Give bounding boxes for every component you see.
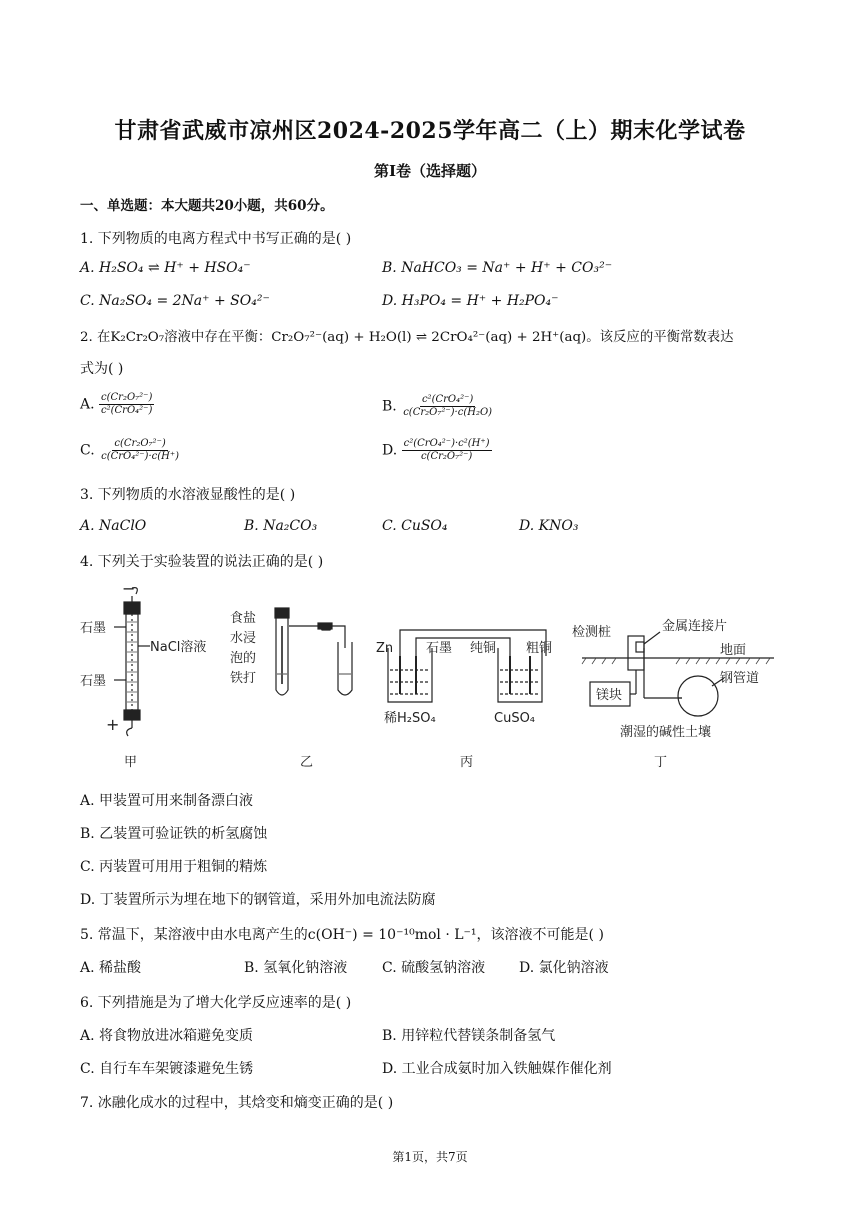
bing-zn-label: Zn — [376, 641, 394, 656]
page-footer: 第1页，共7页 — [392, 1150, 468, 1164]
option-c-denominator: c(CrO₄²⁻)·c(H⁺) — [101, 451, 180, 462]
option-d-label: D. — [382, 442, 398, 459]
option-a-label: A. — [80, 396, 95, 413]
question-4-option-a: A. 甲装置可用来制备漂白液 — [80, 793, 254, 809]
question-4-apparatus-figure — [70, 578, 790, 778]
question-3-option-d: D. KNO₃ — [519, 518, 579, 534]
question-2-stem-line1: 2. 在K₂Cr₂O₇溶液中存在平衡：Cr₂O₇²⁻(aq) + H₂O(l) ⇌ 2CrO₄²⁻(aq) + 2H⁺(aq)。该反应的平衡常数表达 — [80, 330, 734, 345]
question-4-stem: 4. 下列关于实验装置的说法正确的是( ) — [80, 554, 324, 570]
question-6-option-a: A. 将食物放进冰箱避免变质 — [80, 1028, 254, 1044]
option-d-numerator: c²(CrO₄²⁻)·c²(H⁺) — [403, 438, 490, 449]
question-4-option-d: D. 丁装置所示为埋在地下的钢管道，采用外加电流法防腐 — [80, 892, 436, 908]
option-b-denominator: c(Cr₂O₇²⁻)·c(H₂O) — [403, 407, 493, 418]
ding-pipe-label: 钢管道 — [720, 671, 760, 686]
jia-minus-sign: − — [122, 579, 136, 598]
section-heading: 一、单选题：本大题共20小题，共60分。 — [80, 198, 334, 214]
yi-label-line2: 水浸 — [230, 631, 257, 646]
question-5-option-a: A. 稀盐酸 — [80, 960, 142, 976]
question-2-option-d — [382, 438, 492, 463]
jia-solution-label: NaCl溶液 — [150, 640, 207, 655]
question-1-stem: 1. 下列物质的电离方程式中书写正确的是( ) — [80, 231, 352, 247]
question-6-option-b: B. 用锌粒代替镁条制备氢气 — [382, 1028, 556, 1044]
question-2-option-c — [80, 438, 181, 463]
question-5-option-c: C. 硫酸氢钠溶液 — [382, 960, 486, 976]
question-6-option-d: D. 工业合成氨时加入铁触媒作催化剂 — [382, 1061, 612, 1077]
option-a-denominator: c²(CrO₄²⁻) — [101, 405, 153, 416]
option-c-label: C. — [80, 442, 95, 459]
yi-label-line4: 铁打 — [230, 671, 257, 686]
bing-cuso4-label: CuSO₄ — [494, 711, 536, 726]
question-6-stem: 6. 下列措施是为了增大化学反应速率的是( ) — [80, 995, 352, 1011]
question-3-option-c: C. CuSO₄ — [382, 518, 448, 534]
question-1-option-c: C. Na₂SO₄ = 2Na⁺ + SO₄²⁻ — [80, 293, 270, 309]
question-2-stem-line2: 式为( ) — [80, 361, 124, 377]
yi-label-line3: 泡的 — [230, 651, 257, 666]
question-2-option-b — [382, 394, 494, 419]
question-4-option-c: C. 丙装置可用用于粗铜的精炼 — [80, 859, 268, 875]
question-1-option-d: D. H₃PO₄ = H⁺ + H₂PO₄⁻ — [382, 293, 559, 309]
question-2-option-a — [80, 392, 154, 417]
bing-caption: 丙 — [460, 755, 474, 770]
question-6-option-c: C. 自行车车架镀漆避免生锈 — [80, 1061, 254, 1077]
jia-plus-sign: + — [106, 715, 120, 734]
apparatus-jia — [80, 579, 206, 770]
apparatus-yi — [230, 608, 352, 770]
question-7-stem: 7. 冰融化成水的过程中，其焓变和熵变正确的是( ) — [80, 1095, 394, 1111]
page-title: 甘肃省武威市凉州区2024-2025学年高二（上）期末化学试卷 — [114, 118, 746, 144]
ding-metal-label: 金属连接片 — [662, 619, 728, 634]
bing-acid-label: 稀H₂SO₄ — [384, 711, 436, 726]
yi-label-line1: 食盐 — [230, 611, 257, 626]
option-c-numerator: c(Cr₂O₇²⁻) — [114, 438, 166, 449]
volume-subtitle: 第I卷（选择题） — [373, 162, 487, 180]
jia-graphite-top-label: 石墨 — [80, 621, 107, 636]
question-5-option-d: D. 氯化钠溶液 — [519, 960, 609, 976]
option-b-numerator: c²(CrO₄²⁻) — [421, 394, 474, 405]
question-1-option-a: A. H₂SO₄ ⇌ H⁺ + HSO₄⁻ — [80, 260, 251, 276]
question-5-option-b: B. 氢氧化钠溶液 — [244, 960, 348, 976]
ding-probe-label: 检测桩 — [572, 625, 612, 640]
jia-graphite-bottom-label: 石墨 — [80, 674, 107, 689]
option-a-numerator: c(Cr₂O₇²⁻) — [101, 392, 153, 403]
option-d-denominator: c(Cr₂O₇²⁻) — [420, 451, 473, 462]
bing-graphite-label: 石墨 — [426, 641, 453, 656]
ding-ground-label: 地面 — [720, 643, 747, 658]
question-1-option-b: B. NaHCO₃ = Na⁺ + H⁺ + CO₃²⁻ — [382, 260, 613, 276]
option-b-label: B. — [382, 398, 397, 415]
ding-magnesium-label: 镁块 — [596, 688, 623, 703]
question-4-option-b: B. 乙装置可验证铁的析氢腐蚀 — [80, 826, 268, 842]
jia-caption: 甲 — [124, 755, 138, 770]
question-3-option-b: B. Na₂CO₃ — [244, 518, 318, 534]
bing-crude-copper-label: 粗铜 — [526, 641, 553, 656]
apparatus-ding — [572, 618, 774, 770]
ding-caption: 丁 — [654, 755, 668, 770]
question-5-stem: 5. 常温下，某溶液中由水电离产生的c(OH⁻) = 10⁻¹⁰mol · L⁻¹，该溶液不可能是( ) — [80, 927, 604, 943]
question-3-option-a: A. NaClO — [80, 518, 147, 534]
yi-caption: 乙 — [300, 755, 314, 770]
ding-soil-label: 潮湿的碱性土壤 — [620, 725, 712, 740]
bing-pure-copper-label: 纯铜 — [470, 641, 497, 656]
question-3-stem: 3. 下列物质的水溶液显酸性的是( ) — [80, 487, 296, 503]
apparatus-bing — [376, 630, 552, 770]
